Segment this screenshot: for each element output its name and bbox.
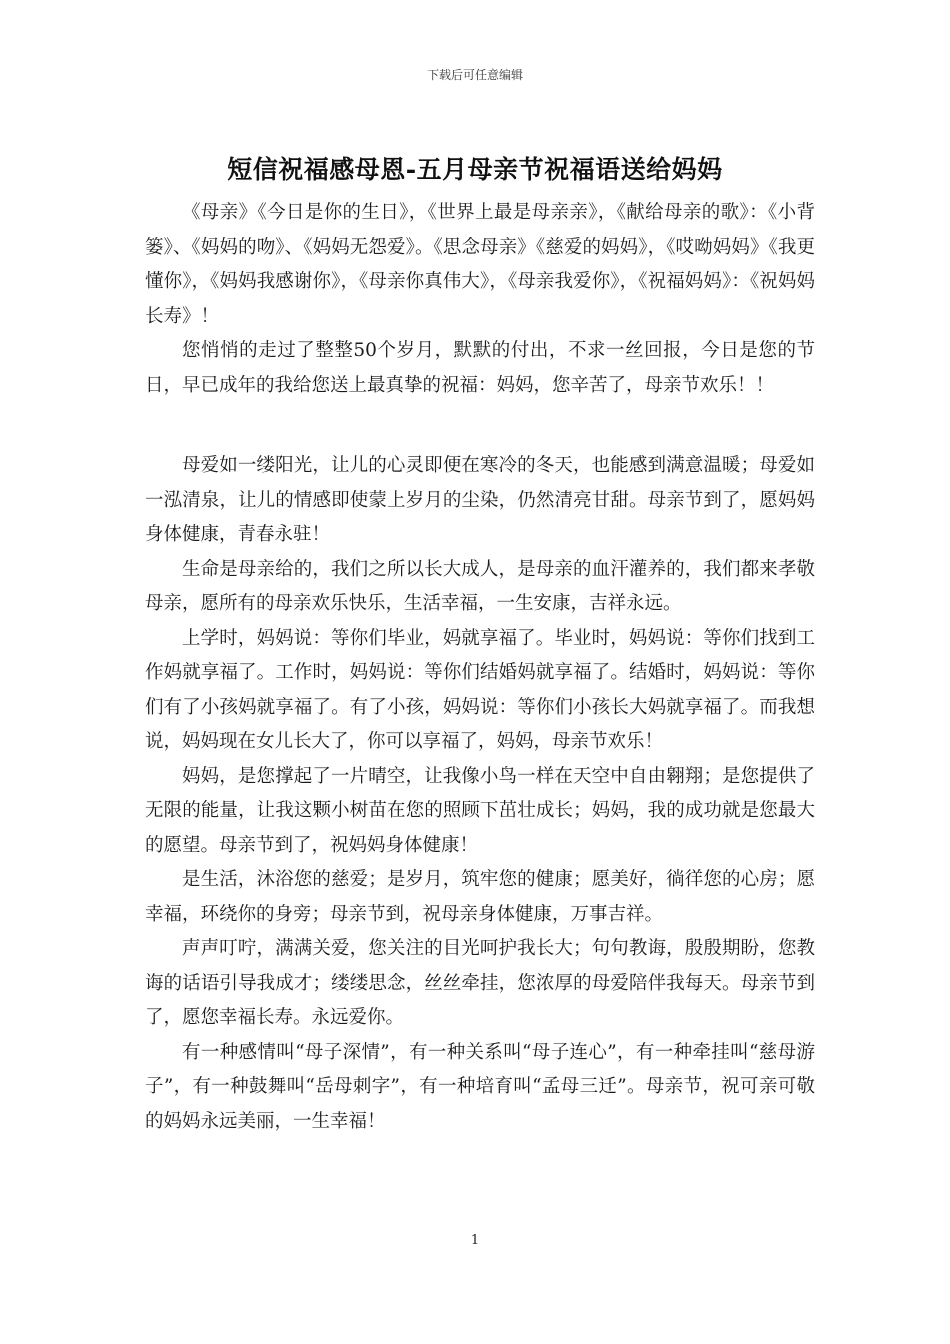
- header-note: 下载后可任意编辑: [426, 68, 523, 82]
- paragraph: 《母亲》《今日是你的生日》，《世界上最是母亲亲》，《献给母亲的歌》：《小背篓》、《妈妈的吻》、《妈妈无怨爱》。《思念母亲》《慈爱的妈妈》，《哎呦妈妈》《我更懂你》，《妈妈我感谢你》，《母亲你真伟大》，《母亲我爱你》，《祝福妈妈》：《祝妈妈长寿》！: [145, 202, 815, 327]
- paragraph: 有一种感情叫“母子深情”，有一种关系叫“母子连心”，有一种牵挂叫“慈母游子”，有一种鼓舞叫“岳母刺字”，有一种培育叫“孟母三迁”。母亲节，祝可亲可敬的妈妈永远美丽，一生幸福！: [145, 1041, 815, 1132]
- paragraph: 妈妈，是您撑起了一片晴空，让我像小鸟一样在天空中自由翱翔；是您提供了无限的能量，让我这颗小树苗在您的照顾下茁壮成长；妈妈，我的成功就是您最大的愿望。母亲节到了，祝妈妈身体健康！: [145, 765, 815, 856]
- paragraph: 母爱如一缕阳光，让儿的心灵即便在寒冷的冬天，也能感到满意温暖；母爱如一泓清泉，让儿的情感即使蒙上岁月的尘染，仍然清亮甘甜。母亲节到了，愿妈妈身体健康，青春永驻！: [145, 455, 815, 545]
- page-number: 1: [470, 1233, 480, 1248]
- paragraph: 是生活，沐浴您的慈爱；是岁月，筑牢您的健康；愿美好，徜徉您的心房；愿幸福，环绕你的身旁；母亲节到，祝母亲身体健康，万事吉祥。: [145, 869, 815, 925]
- paragraph: 您悄悄的走过了整整50个岁月，默默的付出，不求一丝回报，今日是您的节日，早已成年的我给您送上最真挚的祝福：妈妈，您辛苦了，母亲节欢乐！！: [145, 340, 815, 396]
- document-title: 短信祝福感母恩-五月母亲节祝福语送给妈妈: [227, 155, 723, 184]
- paragraph: 声声叮咛，满满关爱，您关注的目光呵护我长大；句句教诲，殷殷期盼，您教诲的话语引导我成才；缕缕思念，丝丝牵挂，您浓厚的母爱陪伴我每天。母亲节到了，愿您幸福长寿。永远爱你。: [145, 938, 815, 1028]
- paragraph-gap: [145, 403, 815, 449]
- document-body: [145, 196, 815, 1139]
- paragraph: 生命是母亲给的，我们之所以长大成人，是母亲的血汗灌养的，我们都来孝敬母亲，愿所有的母亲欢乐快乐，生活幸福，一生安康，吉祥永远。: [145, 558, 815, 614]
- paragraph: 上学时，妈妈说：等你们毕业，妈就享福了。毕业时，妈妈说：等你们找到工作妈就享福了。工作时，妈妈说：等你们结婚妈就享福了。结婚时，妈妈说：等你们有了小孩妈就享福了。有了小孩，妈妈说：等你们小孩长大妈就享福了。而我想说，妈妈现在女儿长大了，你可以享福了，妈妈，母亲节欢乐！: [145, 627, 815, 752]
